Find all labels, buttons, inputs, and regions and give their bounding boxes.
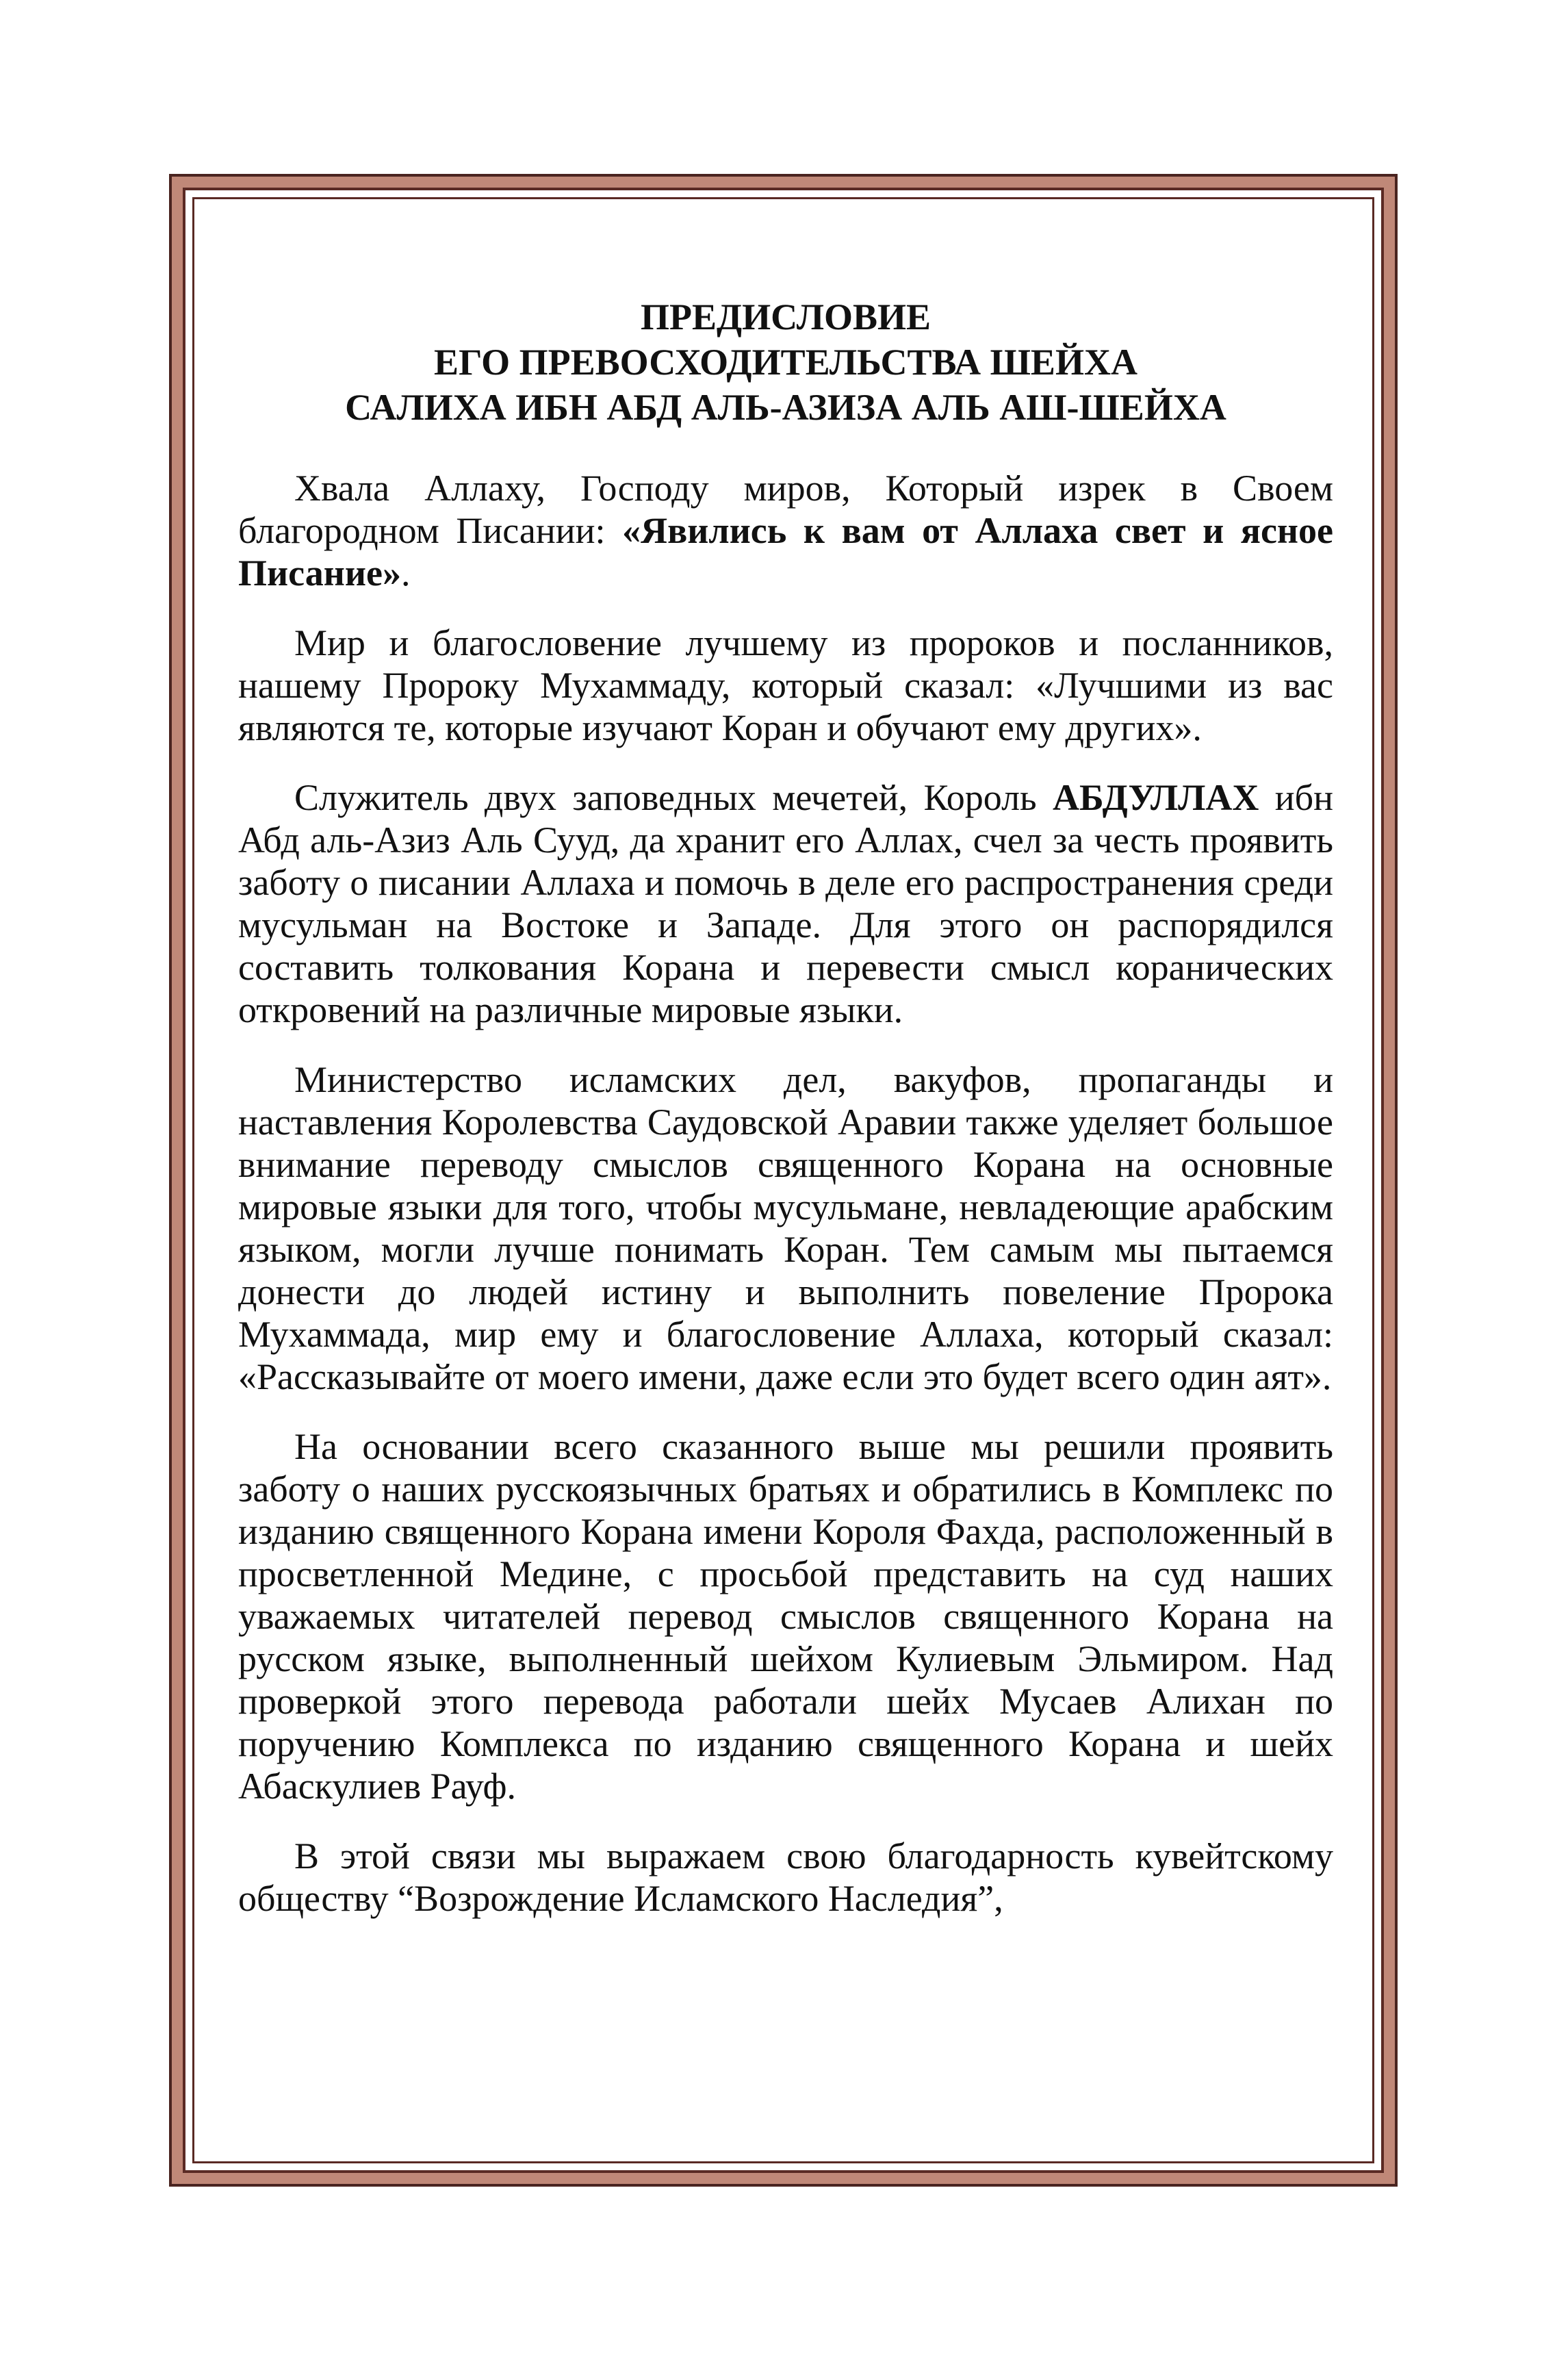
title-line-2: ЕГО ПРЕВОСХОДИТЕЛЬСТВА ШЕЙХА (434, 342, 1138, 383)
paragraph-1-end: . (400, 552, 411, 594)
preface-content (238, 294, 1333, 1947)
title-line-3: САЛИХА ИБН АБД АЛЬ-АЗИЗА АЛЬ АШ-ШЕЙХА (345, 387, 1226, 428)
paragraph-6: В этой связи мы выражаем свою благодарность кувейтскому обществу “Возрождение Исламского Наследия”, (238, 1835, 1333, 1919)
paragraph-2: Мир и благословение лучшему из пророков и посланников, нашему Пророку Мухаммаду, который сказал: «Лучшими из вас являются те, которые изучают Коран и обучают ему других». (238, 622, 1333, 748)
paragraph-3-rest: ибн Абд аль-Азиз Аль Сууд, да хранит его Аллах, счел за честь проявить заботу о писании Аллаха и помочь в деле его распространения среди мусульман на Востоке и Западе. Для этого он распорядился составить толкования Корана и перевести смысл коранических откровений на различные мировые языки. (238, 777, 1333, 1030)
quran-quote: «Явились к вам от Аллаха свет и ясное Писание» (238, 510, 1334, 594)
page-title (238, 294, 1333, 430)
title-line-1: ПРЕДИСЛОВИЕ (640, 296, 931, 338)
paragraph-3 (238, 776, 1333, 1031)
king-name: АБДУЛЛАХ (1052, 777, 1259, 818)
paragraph-3-start: Служитель двух заповедных мечетей, Король (294, 777, 1053, 818)
paragraph-1 (238, 467, 1333, 594)
paragraph-5: На основании всего сказанного выше мы решили проявить заботу о наших русскоязычных братьях и обратились в Комплекс по изданию священного Корана имени Короля Фахда, расположенный в просветленной Медине, с просьбой представить на суд наших уважаемых читателей перевод смыслов священного Корана на русском языке, выполненный шейхом Кулиевым Эльмиром. Над проверкой этого перевода работали шейх Мусаев Алихан по поручению Комплекса по изданию священного Корана и шейх Абаскулиев Рауф. (238, 1426, 1333, 1807)
paragraph-4: Министерство исламских дел, вакуфов, пропаганды и наставления Королевства Саудовской Аравии также уделяет большое внимание переводу смыслов священного Корана на основные мировые языки для того, чтобы мусульмане, невладеющие арабским языком, могли лучше понимать Коран. Тем самым мы пытаемся донести до людей истину и выполнить повеление Пророка Мухаммада, мир ему и благословение Аллаха, который сказал: «Рассказывайте от моего имени, даже если это будет всего один аят». (238, 1059, 1333, 1397)
paragraph-1-text: Хвала Аллаху, Господу миров, Который изрек в Своем благородном Писании: (238, 468, 1333, 551)
